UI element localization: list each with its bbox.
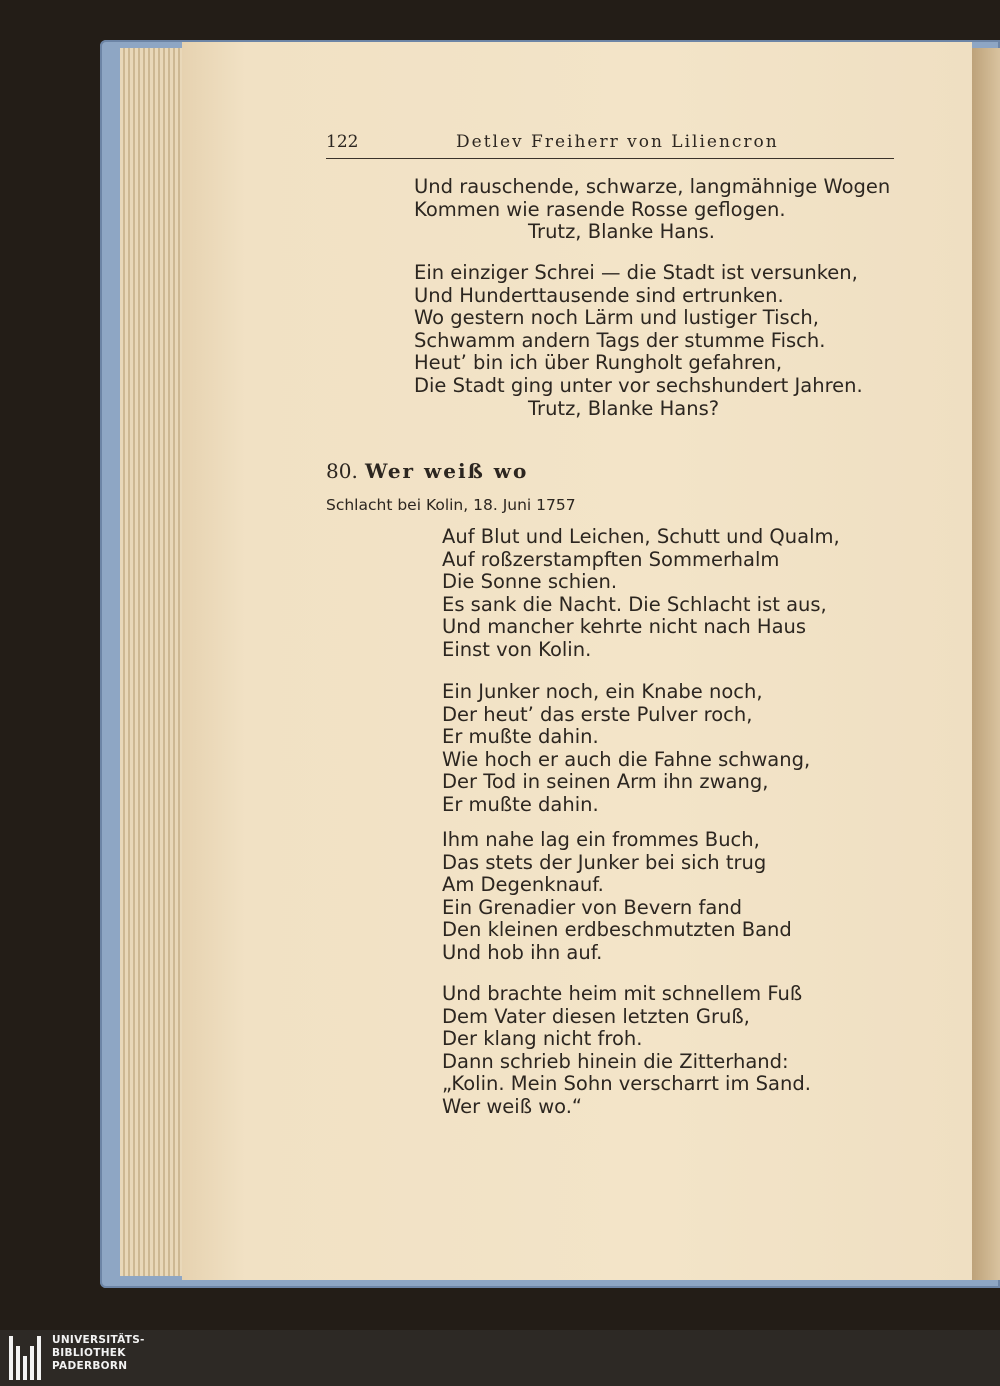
- verse-line: Wie hoch er auch die Fahne schwang,: [442, 747, 811, 771]
- stanza-previous-end: [414, 176, 890, 244]
- verse-line: Dann schrieb hinein die Zitterhand:: [442, 1049, 789, 1073]
- refrain-line: Trutz, Blanke Hans.: [528, 220, 715, 244]
- verse-line: Der heut’ das erste Pulver roch,: [442, 702, 753, 726]
- verse-line: Auf Blut und Leichen, Schutt und Qualm,: [442, 525, 840, 548]
- poem-number: 80.: [326, 459, 358, 483]
- verse-line: Die Stadt ging unter vor sechshundert Jahren.: [414, 373, 863, 397]
- poem-stanza-1: [442, 526, 840, 662]
- verse-line: Einst von Kolin.: [442, 637, 592, 661]
- verse-line: Heut’ bin ich über Rungholt gefahren,: [414, 351, 783, 375]
- poem-title: Wer weiß wo: [365, 459, 529, 483]
- verse-line: Ein einziger Schrei — die Stadt ist versunken,: [414, 261, 858, 284]
- verse-line: Der Tod in seinen Arm ihn zwang,: [442, 770, 769, 794]
- verse-line: Dem Vater diesen letzten Gruß,: [442, 1004, 750, 1028]
- page-edges: [120, 48, 182, 1276]
- running-head: [326, 130, 894, 159]
- library-name-line: BIBLIOTHEK: [52, 1347, 126, 1359]
- verse-line: Der klang nicht froh.: [442, 1027, 643, 1051]
- book-gutter: [972, 48, 1000, 1280]
- verse-line: „Kolin. Mein Sohn verscharrt im Sand.: [442, 1072, 811, 1096]
- verse-line: Und rauschende, schwarze, langmähnige Wogen: [414, 175, 891, 198]
- verse-line: Das stets der Junker bei sich trug: [442, 850, 767, 874]
- poem-stanza-4: [442, 983, 811, 1119]
- verse-line: Und hob ihn auf.: [442, 940, 603, 964]
- verse-line: Und mancher kehrte nicht nach Haus: [442, 615, 807, 639]
- verse-line: Wo gestern noch Lärm und lustiger Tisch,: [414, 306, 819, 330]
- verse-line: Auf roßzerstampften Sommerhalm: [442, 547, 780, 571]
- verse-line: Die Sonne schien.: [442, 570, 618, 594]
- verse-line: Und Hunderttausende sind ertrunken.: [414, 283, 784, 307]
- verse-line: Ein Grenadier von Bevern fand: [442, 895, 743, 919]
- page-number: 122: [326, 132, 359, 152]
- running-title: Detlev Freiherr von Liliencron: [456, 132, 779, 152]
- poem-stanza-3: [442, 829, 792, 965]
- verse-line: Es sank die Nacht. Die Schlacht ist aus,: [442, 592, 827, 616]
- library-footer: [0, 1330, 1000, 1386]
- refrain-line: Trutz, Blanke Hans?: [528, 396, 720, 420]
- verse-line: Ein Junker noch, ein Knabe noch,: [442, 680, 763, 703]
- verse-line: Er mußte dahin.: [442, 792, 599, 816]
- verse-line: Und brachte heim mit schnellem Fuß: [442, 982, 803, 1005]
- library-name-line: PADERBORN: [52, 1360, 128, 1372]
- library-name-line: UNIVERSITÄTS-: [52, 1334, 145, 1346]
- poem-stanza-2: [442, 681, 810, 817]
- verse-line: Den kleinen erdbeschmutzten Band: [442, 918, 792, 942]
- verse-line: Kommen wie rasende Rosse geflogen.: [414, 197, 786, 221]
- verse-line: Ihm nahe lag ein frommes Buch,: [442, 828, 760, 851]
- verse-line: Am Degenknauf.: [442, 873, 604, 897]
- poem-subtitle: Schlacht bei Kolin, 18. Juni 1757: [326, 496, 576, 514]
- verse-line: Schwamm andern Tags der stumme Fisch.: [414, 328, 826, 352]
- verse-line: Er mußte dahin.: [442, 725, 599, 749]
- library-logo-icon: [9, 1336, 41, 1380]
- stanza-previous-last: [414, 262, 863, 420]
- verse-line: Wer weiß wo.“: [442, 1094, 583, 1118]
